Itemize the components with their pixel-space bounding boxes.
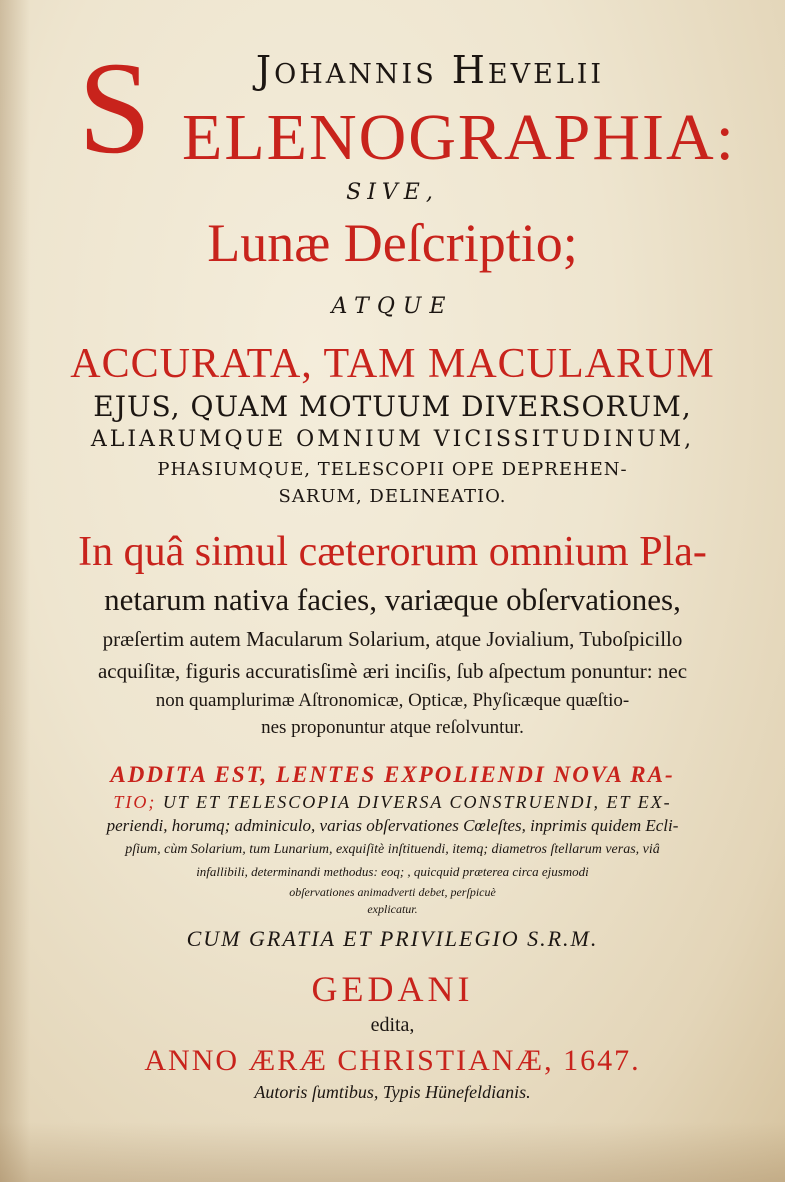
imprint-edita: edita,	[370, 1014, 415, 1036]
privilege-line: CUM GRATIA ET PRIVILEGIO S.R.M.	[186, 926, 599, 951]
description-nes: nes proponuntur atque reſolvuntur.	[261, 717, 524, 738]
addita-explicatur: explicatur.	[367, 902, 418, 916]
subtitle-ejus: EJUS, QUAM MOTUUM DIVERSORUM,	[93, 390, 692, 423]
subtitle-phasium: PHASIUMQUE, TELESCOPII OPE DEPREHEN-	[157, 459, 628, 480]
subtitle-lunae: Lunæ Deſcriptio;	[207, 213, 578, 273]
description-praesertim: præſertim autem Macularum Solarium, atque Jovialium, Tuboſpicillo	[102, 627, 683, 651]
addita-tio-red: TIO;	[113, 792, 163, 812]
addita-infallibili: infallibili, determinandi methodus: eoq; , quicquid præterea circa ejusmodi	[196, 864, 589, 879]
subtitle-sarum: SARUM, DELINEATIO.	[278, 486, 507, 507]
addita-tio-line	[0, 792, 785, 813]
addita-psium: pſium, cùm Solarium, tum Lunarium, exquiſitè inſtituendi, itemq; diametros ſtellarum veras, viâ	[125, 842, 660, 857]
imprint-year: ANNO ÆRÆ CHRISTIANÆ, 1647.	[144, 1044, 641, 1077]
subtitle-aliarum: ALIARUMQUE OMNIUM VICISSITUDINUM,	[90, 427, 695, 452]
imprint-printer: Autoris ſumtibus, Typis Hünefeldianis.	[254, 1082, 531, 1102]
addita-observationes: obſervationes animadverti debet, perſpicuè	[289, 885, 496, 899]
description-inqua: In quâ simul cæterorum omnium Pla-	[78, 529, 707, 575]
addita-periendi: periendi, horumq; adminiculo, varias obſervationes Cœleſtes, inprimis quidem Ecli-	[106, 816, 679, 835]
description-acquisitae: acquiſitæ, figuris accuratisſimè æri inciſis, ſub aſpectum ponuntur: nec	[97, 659, 688, 683]
book-title: ELENOGRAPHIA:	[182, 101, 736, 174]
author-name: Johannis Hevelii	[255, 48, 605, 92]
imprint-place: GEDANI	[311, 969, 474, 1009]
addita-tio-black: UT ET TELESCOPIA DIVERSA CONSTRUENDI, ET EX-	[162, 792, 672, 812]
description-non: non quamplurimæ Aſtronomicæ, Opticæ, Phyſicæque quæſtio-	[155, 690, 630, 711]
description-netarum: netarum nativa facies, variæque obſervationes,	[104, 582, 681, 617]
title-initial: S	[78, 34, 152, 181]
subtitle-sive: SIVE,	[346, 180, 439, 205]
page-edge-shadow-bottom	[0, 1122, 785, 1182]
subtitle-accurata: ACCURATA, TAM MACULARUM	[70, 341, 715, 387]
subtitle-atque: ATQUE	[331, 294, 454, 319]
addita-heading: ADDITA EST, LENTES EXPOLIENDI NOVA RA-	[110, 762, 675, 787]
